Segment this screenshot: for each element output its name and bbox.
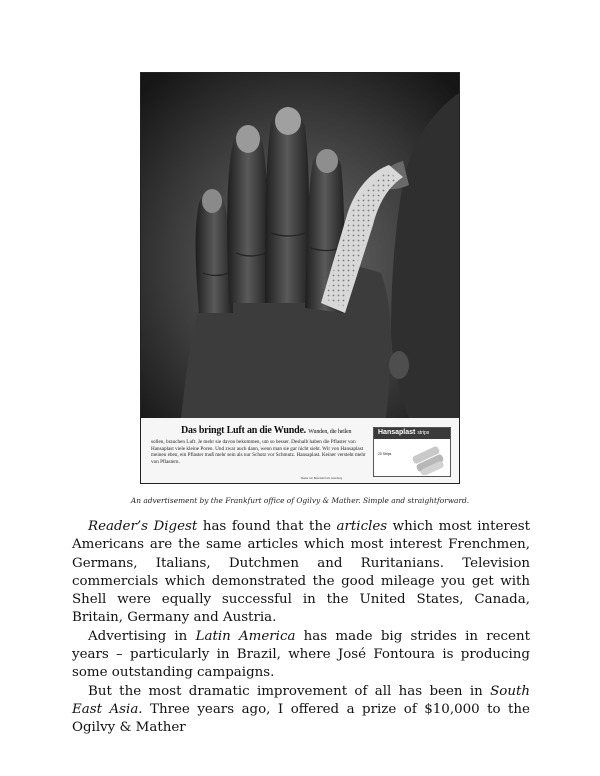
figure-caption: An advertisement by the Frankfurt office of Ogilvy & Mather. Simple and straightforward. bbox=[130, 496, 470, 505]
body-text bbox=[72, 518, 530, 738]
ad-headline bbox=[181, 425, 351, 436]
text-span: has made big strides in recent years – particularly in Brazil, where José Fontoura is producing some outstanding campaigns. bbox=[72, 628, 530, 681]
publication-title: Reader’s Digest bbox=[88, 519, 198, 534]
advertisement-image bbox=[140, 72, 460, 484]
emphasis-text: articles bbox=[336, 519, 388, 534]
text-span: Advertising in bbox=[88, 628, 196, 644]
text-span: Three years ago, I offered a prize of $10,000 to the Ogilvy & Mather bbox=[72, 701, 530, 736]
package-brand bbox=[378, 429, 429, 436]
paragraph bbox=[72, 628, 530, 683]
paragraph bbox=[72, 518, 530, 628]
package-brand-name: Hansaplast bbox=[378, 429, 416, 436]
text-span: which most interest Americans are the same articles which most interest Frenchmen, Germans, Italians, Dutchmen and Ruritanians. Television commercials which demonstrated the good mileage you get with Shell were equally successful in the United States, Canada, Britain, Germany and Austria. bbox=[72, 519, 530, 626]
emphasis-text: Latin America bbox=[195, 628, 296, 644]
ad-body-copy: sollen, brauchen Luft. Je mehr sie davon bekommen, um so besser. Deshalb haben die Pflaster von Hansaplast viele kleine Poren. Und zwar auch dann, wenn man sie gar nicht sieht. Wir von Hansaplast meinen eben, ein Pflaster muß mehr sein als nur Schutz vor Schmutz. Hansaplast. Keiner versteht mehr von Pflastern. bbox=[151, 439, 366, 465]
paragraph bbox=[72, 683, 530, 738]
package-count: 20 Strips bbox=[378, 452, 392, 456]
ad-headline-main: Das bringt Luft an die Wunde. bbox=[181, 425, 306, 436]
emphasis-text: South East Asia. bbox=[72, 683, 530, 717]
product-package bbox=[373, 427, 451, 477]
text-span: has found that the bbox=[197, 519, 337, 534]
hand-bandage-photo bbox=[141, 73, 459, 418]
ad-headline-tail: Wunden, die heilen bbox=[308, 429, 352, 435]
text-span: But the most dramatic improvement of all has been in bbox=[88, 683, 491, 699]
ad-fine-print: Marke von Beiersdorf AG, Hamburg bbox=[301, 477, 343, 480]
package-variant: strips bbox=[417, 430, 430, 436]
package-strips-illustration bbox=[410, 443, 448, 475]
